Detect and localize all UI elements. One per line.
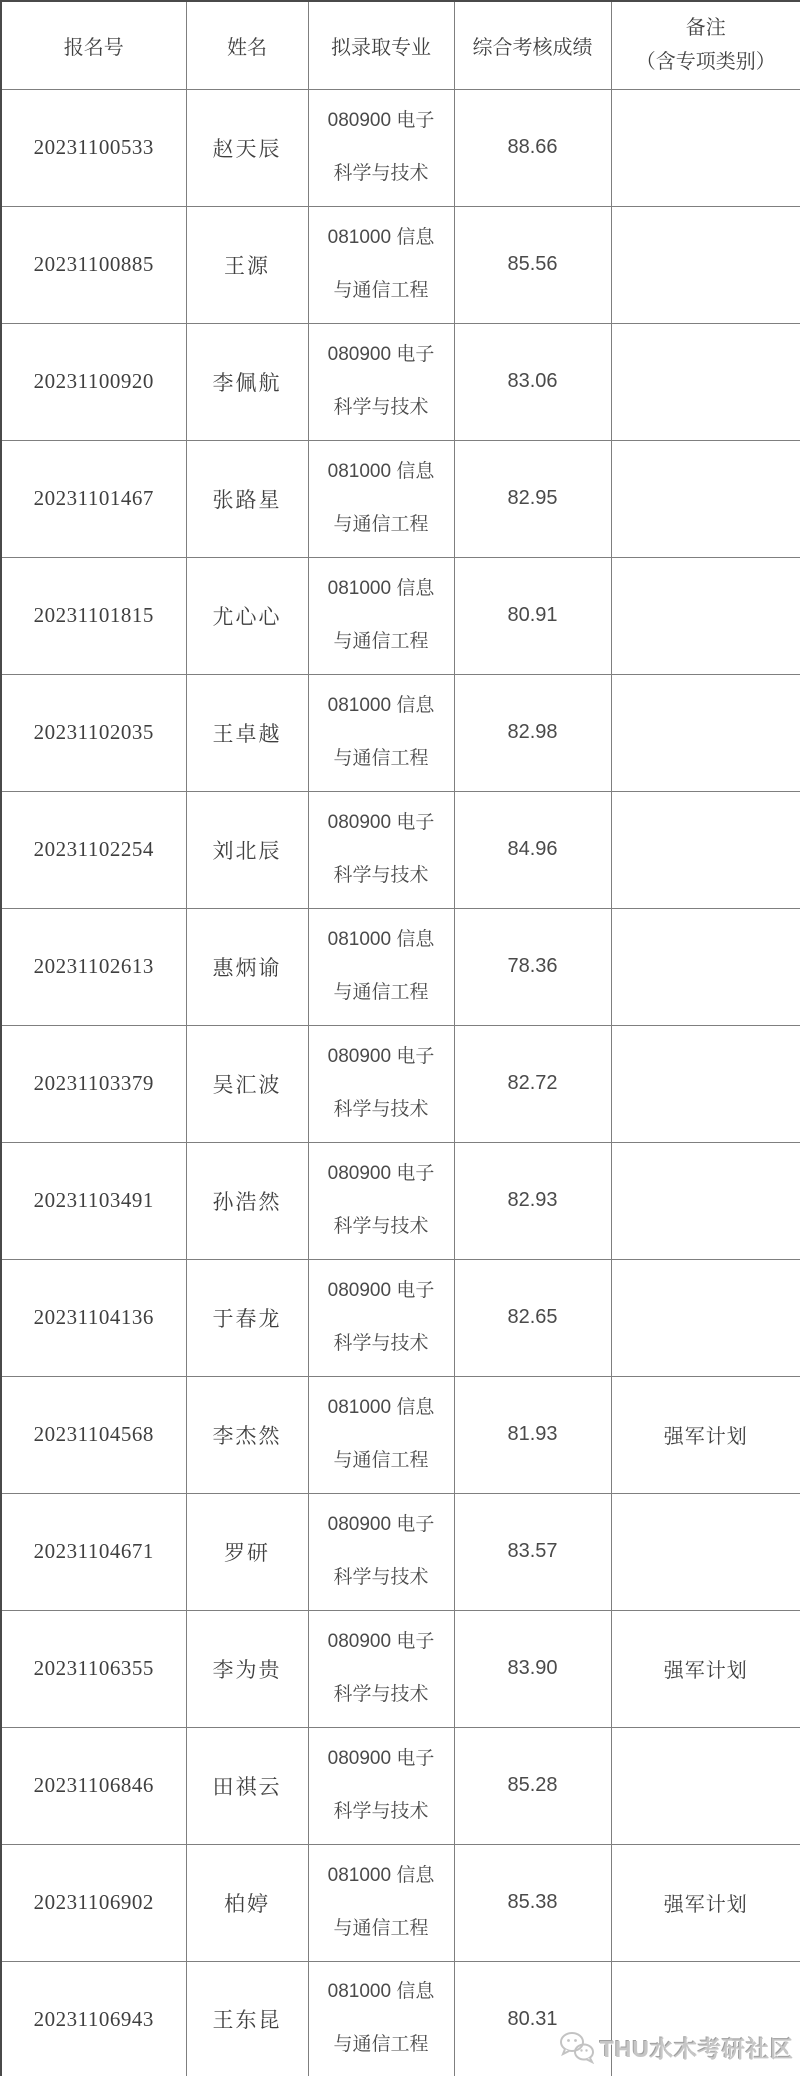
major-name-line: 科学与技术 <box>333 864 429 886</box>
table-row <box>1 1142 800 1259</box>
name-cell: 王卓越 <box>186 674 308 791</box>
major-name-line: 与通信工程 <box>333 747 429 769</box>
major-name-line: 与通信工程 <box>333 1917 429 1939</box>
reg-no-cell: 20231100885 <box>1 206 186 323</box>
remark-cell <box>611 908 800 1025</box>
major-name-line: 与通信工程 <box>333 630 429 652</box>
remark-cell <box>611 791 800 908</box>
score-cell: 82.98 <box>454 674 611 791</box>
table-row <box>1 89 800 206</box>
remark-cell <box>611 323 800 440</box>
major-line-gap <box>309 1069 454 1099</box>
table-row <box>1 557 800 674</box>
score-cell: 82.65 <box>454 1259 611 1376</box>
name-cell: 柏婷 <box>186 1844 308 1961</box>
table-row <box>1 440 800 557</box>
score-cell: 82.95 <box>454 440 611 557</box>
table-row <box>1 791 800 908</box>
major-cell <box>308 206 454 323</box>
major-name-line: 科学与技术 <box>333 1332 429 1354</box>
major-code-line: 080900 电子 <box>327 109 435 131</box>
major-code-line: 081000 信息 <box>327 577 435 599</box>
major-cell <box>308 908 454 1025</box>
name-cell: 于春龙 <box>186 1259 308 1376</box>
remark-cell <box>611 1493 800 1610</box>
remark-cell: 强军计划 <box>611 1376 800 1493</box>
remark-cell <box>611 206 800 323</box>
table-row <box>1 1610 800 1727</box>
major-line-gap <box>309 601 454 631</box>
major-cell <box>308 1493 454 1610</box>
reg-no-cell: 20231106846 <box>1 1727 186 1844</box>
major-code-line: 081000 信息 <box>327 1396 435 1418</box>
major-line-gap <box>309 250 454 280</box>
reg-no-cell: 20231104671 <box>1 1493 186 1610</box>
reg-no-cell: 20231101815 <box>1 557 186 674</box>
major-line-gap <box>309 2004 454 2034</box>
major-cell <box>308 1376 454 1493</box>
remark-cell <box>611 440 800 557</box>
major-name-line: 科学与技术 <box>333 1098 429 1120</box>
header-score: 综合考核成绩 <box>454 1 611 89</box>
remark-cell <box>611 1025 800 1142</box>
score-cell: 85.56 <box>454 206 611 323</box>
major-code-line: 081000 信息 <box>327 1864 435 1886</box>
major-cell <box>308 440 454 557</box>
major-line-gap <box>309 718 454 748</box>
major-code-line: 080900 电子 <box>327 1279 435 1301</box>
name-cell: 张路星 <box>186 440 308 557</box>
score-cell: 83.57 <box>454 1493 611 1610</box>
major-line-gap <box>309 484 454 514</box>
major-code-line: 080900 电子 <box>327 1630 435 1652</box>
score-cell: 83.90 <box>454 1610 611 1727</box>
remark-cell <box>611 89 800 206</box>
major-name-line: 科学与技术 <box>333 1800 429 1822</box>
major-cell <box>308 674 454 791</box>
major-name-line: 科学与技术 <box>333 396 429 418</box>
name-cell: 罗研 <box>186 1493 308 1610</box>
watermark-text: THU水木考研社区 <box>599 2035 794 2062</box>
major-code-line: 080900 电子 <box>327 1747 435 1769</box>
remark-cell: 强军计划 <box>611 1610 800 1727</box>
major-name-line: 科学与技术 <box>333 1215 429 1237</box>
major-line-gap <box>309 1420 454 1450</box>
score-cell: 82.93 <box>454 1142 611 1259</box>
remark-cell: 强军计划 <box>611 1844 800 1961</box>
major-cell <box>308 89 454 206</box>
major-code-line: 080900 电子 <box>327 811 435 833</box>
name-cell: 赵天辰 <box>186 89 308 206</box>
major-line-gap <box>309 1537 454 1567</box>
header-remark <box>611 1 800 89</box>
name-cell: 惠炳谕 <box>186 908 308 1025</box>
major-cell <box>308 557 454 674</box>
name-cell: 田祺云 <box>186 1727 308 1844</box>
table-row <box>1 1844 800 1961</box>
table-row <box>1 1376 800 1493</box>
major-cell <box>308 1142 454 1259</box>
major-name-line: 与通信工程 <box>333 279 429 301</box>
remark-cell <box>611 1142 800 1259</box>
reg-no-cell: 20231106943 <box>1 1961 186 2076</box>
reg-no-cell: 20231106355 <box>1 1610 186 1727</box>
major-code-line: 081000 信息 <box>327 226 435 248</box>
reg-no-cell: 20231104136 <box>1 1259 186 1376</box>
header-major: 拟录取专业 <box>308 1 454 89</box>
major-name-line: 科学与技术 <box>333 162 429 184</box>
major-code-line: 081000 信息 <box>327 694 435 716</box>
major-code-line: 081000 信息 <box>327 928 435 950</box>
score-cell: 88.66 <box>454 89 611 206</box>
reg-no-cell: 20231102613 <box>1 908 186 1025</box>
reg-no-cell: 20231102254 <box>1 791 186 908</box>
major-name-line: 科学与技术 <box>333 1566 429 1588</box>
table-row <box>1 1025 800 1142</box>
table-header-row <box>1 1 800 89</box>
major-cell <box>308 791 454 908</box>
major-cell <box>308 1025 454 1142</box>
score-cell: 81.93 <box>454 1376 611 1493</box>
major-name-line: 与通信工程 <box>333 513 429 535</box>
reg-no-cell: 20231101467 <box>1 440 186 557</box>
major-line-gap <box>309 1888 454 1918</box>
major-line-gap <box>309 1654 454 1684</box>
major-code-line: 080900 电子 <box>327 1162 435 1184</box>
major-line-gap <box>309 1771 454 1801</box>
table-row <box>1 323 800 440</box>
reg-no-cell: 20231104568 <box>1 1376 186 1493</box>
major-code-line: 080900 电子 <box>327 1045 435 1067</box>
major-code-line: 080900 电子 <box>327 343 435 365</box>
major-name-line: 与通信工程 <box>333 2034 429 2056</box>
header-remark-line1: 备注 <box>685 17 726 40</box>
reg-no-cell: 20231100920 <box>1 323 186 440</box>
table-row <box>1 206 800 323</box>
reg-no-cell: 20231100533 <box>1 89 186 206</box>
name-cell: 李佩航 <box>186 323 308 440</box>
major-code-line: 081000 信息 <box>327 460 435 482</box>
header-remark-line2: （含专项类别） <box>635 51 776 74</box>
score-cell: 80.31 <box>454 1961 611 2076</box>
major-cell <box>308 1844 454 1961</box>
reg-no-cell: 20231106902 <box>1 1844 186 1961</box>
remark-cell <box>611 1727 800 1844</box>
major-code-line: 081000 信息 <box>327 1981 435 2003</box>
major-code-line: 080900 电子 <box>327 1513 435 1535</box>
table-row <box>1 1493 800 1610</box>
major-line-gap <box>309 1186 454 1216</box>
score-cell: 83.06 <box>454 323 611 440</box>
major-cell <box>308 1610 454 1727</box>
table-row <box>1 1727 800 1844</box>
name-cell: 尤心心 <box>186 557 308 674</box>
major-cell <box>308 323 454 440</box>
major-name-line: 与通信工程 <box>333 981 429 1003</box>
major-line-gap <box>309 367 454 397</box>
name-cell: 王东昆 <box>186 1961 308 2076</box>
name-cell: 刘北辰 <box>186 791 308 908</box>
score-cell: 85.28 <box>454 1727 611 1844</box>
major-cell <box>308 1259 454 1376</box>
major-name-line: 与通信工程 <box>333 1449 429 1471</box>
reg-no-cell: 20231103379 <box>1 1025 186 1142</box>
remark-cell <box>611 674 800 791</box>
header-reg-no: 报名号 <box>1 1 186 89</box>
major-line-gap <box>309 133 454 163</box>
score-cell: 84.96 <box>454 791 611 908</box>
table-row <box>1 674 800 791</box>
score-cell: 80.91 <box>454 557 611 674</box>
major-line-gap <box>309 835 454 865</box>
table-row <box>1 1961 800 2076</box>
reg-no-cell: 20231102035 <box>1 674 186 791</box>
reg-no-cell: 20231103491 <box>1 1142 186 1259</box>
score-cell: 85.38 <box>454 1844 611 1961</box>
major-cell <box>308 1961 454 2076</box>
name-cell: 李为贵 <box>186 1610 308 1727</box>
remark-cell <box>611 1961 800 2076</box>
table-row <box>1 1259 800 1376</box>
name-cell: 孙浩然 <box>186 1142 308 1259</box>
remark-cell <box>611 1259 800 1376</box>
major-line-gap <box>309 1303 454 1333</box>
name-cell: 王源 <box>186 206 308 323</box>
score-cell: 78.36 <box>454 908 611 1025</box>
score-cell: 82.72 <box>454 1025 611 1142</box>
major-cell <box>308 1727 454 1844</box>
major-line-gap <box>309 952 454 982</box>
name-cell: 吴汇波 <box>186 1025 308 1142</box>
major-name-line: 科学与技术 <box>333 1683 429 1705</box>
header-name: 姓名 <box>186 1 308 89</box>
remark-cell <box>611 557 800 674</box>
table-row <box>1 908 800 1025</box>
name-cell: 李杰然 <box>186 1376 308 1493</box>
